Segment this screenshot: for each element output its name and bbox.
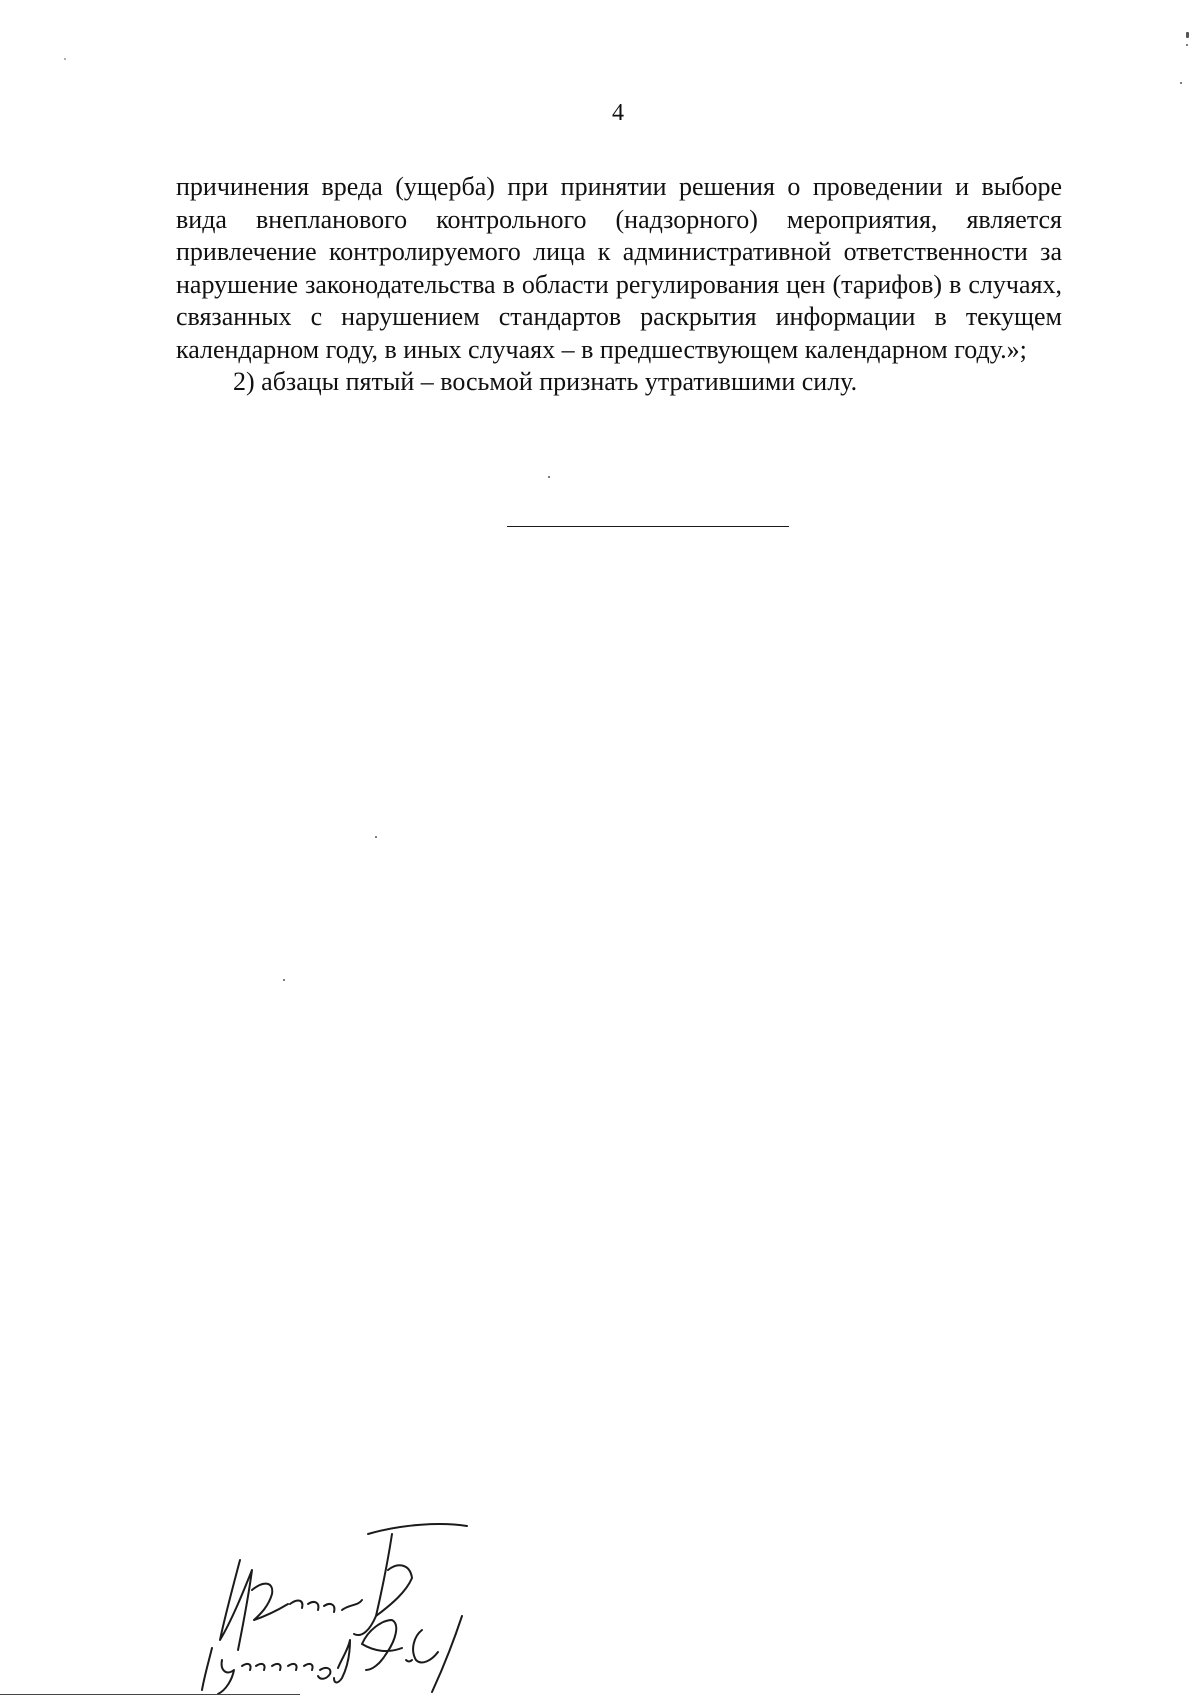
page-number: 4 <box>612 100 624 126</box>
scan-speck <box>1186 44 1188 46</box>
text-line: 2) абзацы пятый – восьмой признать утратившими силу. <box>233 367 858 396</box>
scan-speck <box>375 836 377 838</box>
scan-speck <box>1186 32 1189 38</box>
body-text <box>176 171 1062 399</box>
handwritten-signature <box>192 1520 552 1696</box>
scan-speck <box>548 476 550 478</box>
text-line: регулирования цен (тарифов) в случаях, связанных с нарушением <box>176 269 1062 331</box>
paragraph-item-2 <box>176 366 1062 399</box>
scan-speck <box>64 58 66 60</box>
text-line: является привлечение контролируемого лица к административной <box>176 204 1063 266</box>
scan-speck <box>1180 82 1182 84</box>
scan-speck <box>283 979 285 981</box>
text-line: и выборе вида внепланового контрольного (надзорного) мероприятия, <box>176 172 1062 234</box>
end-of-text-rule <box>507 526 789 527</box>
scan-bottom-edge <box>0 1694 300 1695</box>
text-line: стандартов раскрытия информации в текущем календарном году, в иных <box>176 302 1063 364</box>
text-line: ответственности за нарушение законодательства в области <box>176 237 1062 299</box>
text-line: причинения вреда (ущерба) при принятии решения о проведении <box>176 172 943 201</box>
text-line: случаях – в предшествующем календарном году.»; <box>468 334 1027 364</box>
paragraph-continuation <box>176 171 1062 366</box>
